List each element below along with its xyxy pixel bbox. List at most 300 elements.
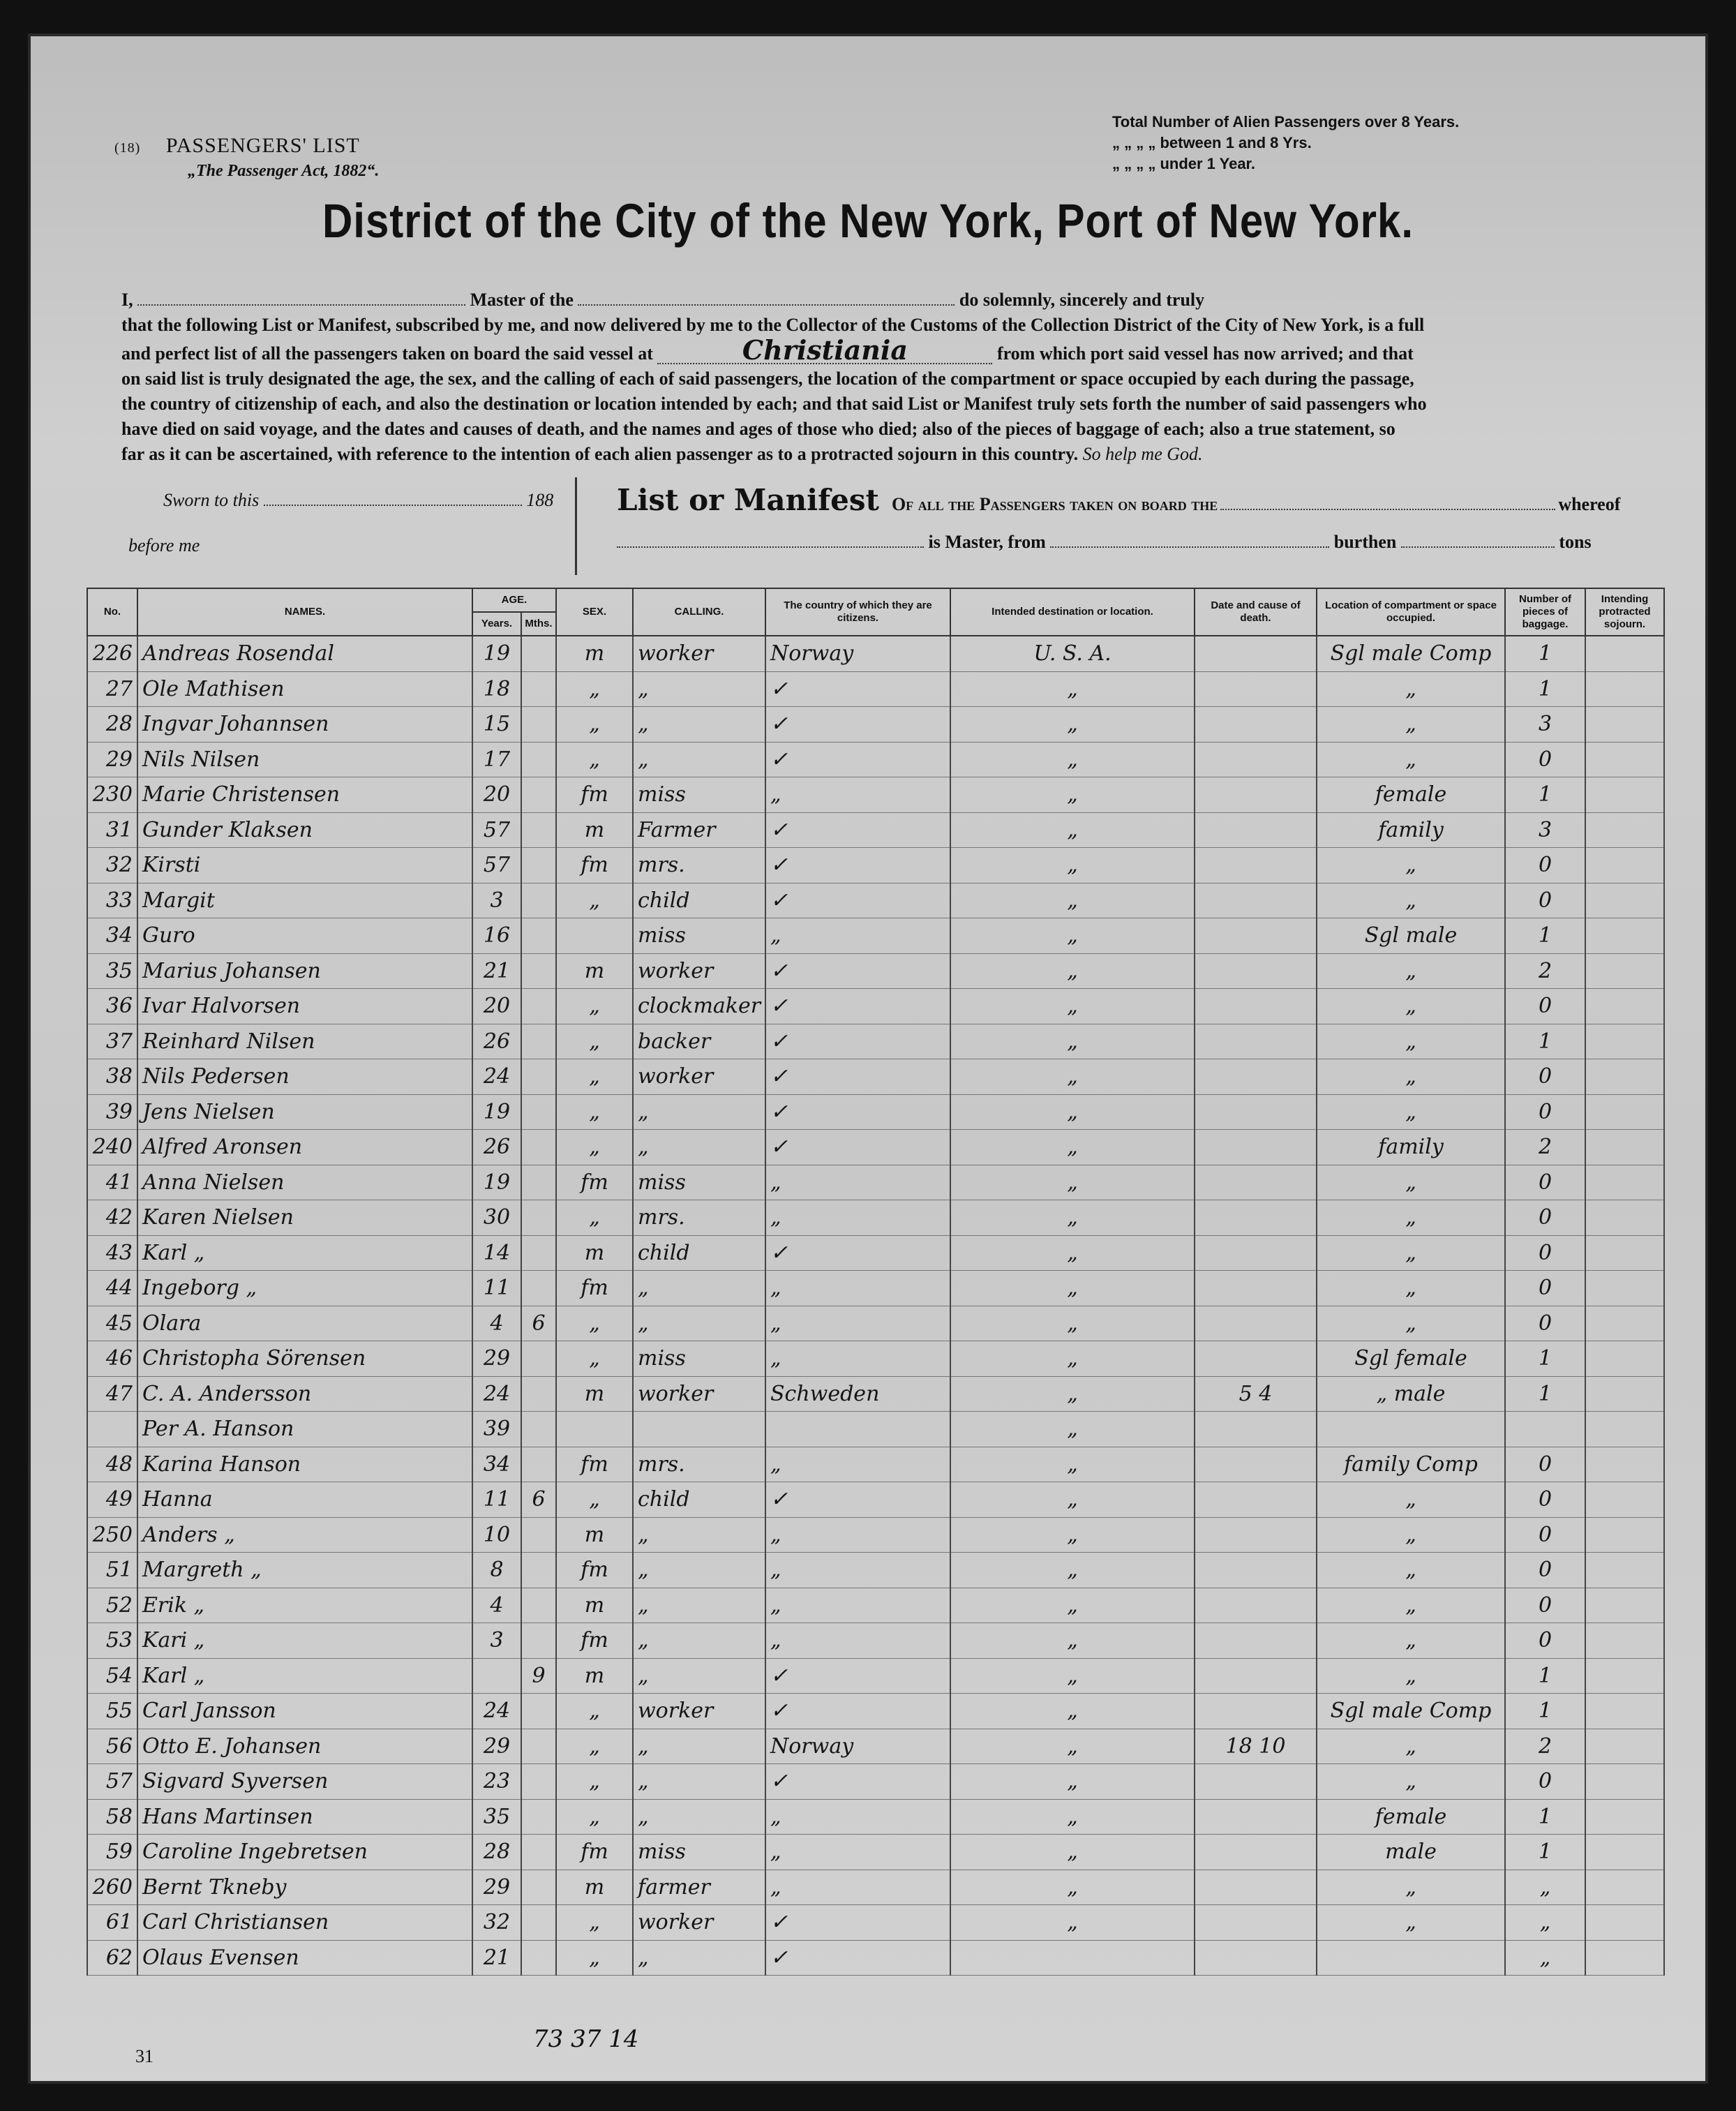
destination: „ <box>950 1588 1195 1623</box>
age-years: 20 <box>472 777 521 813</box>
destination: „ <box>950 1447 1195 1482</box>
compartment: „ <box>1317 1306 1505 1341</box>
country: „ <box>765 1341 950 1377</box>
country: ✓ <box>765 883 950 918</box>
table-row <box>87 1059 1664 1095</box>
table-row <box>87 636 1664 671</box>
row-number: 250 <box>87 1517 137 1553</box>
sojourn <box>1585 1059 1664 1095</box>
baggage-count: 0 <box>1505 1094 1585 1130</box>
age-months <box>521 1694 556 1729</box>
table-row <box>87 1799 1664 1835</box>
destination: „ <box>950 1165 1195 1200</box>
compartment <box>1317 1940 1505 1976</box>
destination: „ <box>950 812 1195 848</box>
age-years: 16 <box>472 918 521 954</box>
age-years: 3 <box>472 1623 521 1659</box>
death-info <box>1195 1517 1317 1553</box>
compartment: „ <box>1317 1200 1505 1236</box>
age-months <box>521 1799 556 1835</box>
margin-number: 31 <box>135 2046 154 2066</box>
manifest-page <box>28 33 1708 2084</box>
age-years: 24 <box>472 1059 521 1095</box>
decl-line-7a: far as it can be ascertained, with reference to the intention of each alien passenger as to a protracted sojourn in this country. <box>121 444 1079 464</box>
col-country: The country of which they are citizens. <box>765 588 950 636</box>
baggage-count: 1 <box>1505 777 1585 813</box>
baggage-count: 1 <box>1505 636 1585 671</box>
passenger-name: Margreth „ <box>137 1553 472 1588</box>
calling: child <box>633 883 765 918</box>
age-years: 11 <box>472 1482 521 1518</box>
calling: „ <box>633 1764 765 1800</box>
compartment: „ <box>1317 1905 1505 1941</box>
age-months <box>521 1130 556 1165</box>
age-years: 14 <box>472 1235 521 1271</box>
table-row <box>87 1376 1664 1412</box>
table-row <box>87 953 1664 989</box>
age-tally: 73 37 14 <box>533 2025 639 2053</box>
age-years: 26 <box>472 1024 521 1059</box>
age-years: 18 <box>472 671 521 707</box>
age-months <box>521 1271 556 1306</box>
table-row <box>87 1658 1664 1694</box>
calling: „ <box>633 1799 765 1835</box>
age-years: 15 <box>472 707 521 743</box>
row-number: 33 <box>87 883 137 918</box>
destination: „ <box>950 1376 1195 1412</box>
calling: miss <box>633 777 765 813</box>
age-months <box>521 1553 556 1588</box>
calling: „ <box>633 1940 765 1976</box>
age-years: 26 <box>472 1130 521 1165</box>
death-info <box>1195 1059 1317 1095</box>
sojourn <box>1585 1588 1664 1623</box>
age-months <box>521 953 556 989</box>
death-info <box>1195 1341 1317 1377</box>
calling: „ <box>633 707 765 743</box>
baggage-count: 0 <box>1505 1553 1585 1588</box>
age-months <box>521 636 556 671</box>
sojourn <box>1585 1694 1664 1729</box>
compartment: „ <box>1317 1729 1505 1764</box>
death-info <box>1195 1623 1317 1659</box>
death-info <box>1195 1658 1317 1694</box>
sojourn <box>1585 1271 1664 1306</box>
calling: worker <box>633 1376 765 1412</box>
brace-divider <box>575 477 580 575</box>
col-years: Years. <box>472 612 521 636</box>
sex: „ <box>556 1482 633 1518</box>
country: Schweden <box>765 1376 950 1412</box>
table-row <box>87 742 1664 777</box>
sex: „ <box>556 989 633 1024</box>
totals-under-1: „ „ „ „ under 1 Year. <box>1112 155 1256 172</box>
compartment: „ <box>1317 742 1505 777</box>
age-years: 4 <box>472 1306 521 1341</box>
sex: „ <box>556 707 633 743</box>
passenger-name: Hanna <box>137 1482 472 1518</box>
age-years: 29 <box>472 1870 521 1905</box>
compartment: „ <box>1317 1623 1505 1659</box>
row-number: 57 <box>87 1764 137 1800</box>
destination: „ <box>950 1059 1195 1095</box>
destination: „ <box>950 848 1195 883</box>
calling: mrs. <box>633 1200 765 1236</box>
calling: „ <box>633 1094 765 1130</box>
compartment: female <box>1317 1799 1505 1835</box>
baggage-count: 1 <box>1505 1694 1585 1729</box>
passenger-name: Ivar Halvorsen <box>137 989 472 1024</box>
calling <box>633 1412 765 1447</box>
country: ✓ <box>765 1235 950 1271</box>
calling: worker <box>633 636 765 671</box>
country: „ <box>765 1588 950 1623</box>
sex: „ <box>556 742 633 777</box>
compartment: family Comp <box>1317 1447 1505 1482</box>
passenger-name: Gunder Klaksen <box>137 812 472 848</box>
table-row <box>87 1870 1664 1905</box>
age-months <box>521 1835 556 1870</box>
sex: „ <box>556 1905 633 1941</box>
row-number: 39 <box>87 1094 137 1130</box>
before-me-label: before me <box>128 535 200 555</box>
sojourn <box>1585 636 1664 671</box>
calling: mrs. <box>633 848 765 883</box>
destination: „ <box>950 1094 1195 1130</box>
compartment: „ <box>1317 1165 1505 1200</box>
sojourn <box>1585 1094 1664 1130</box>
sojourn <box>1585 1835 1664 1870</box>
baggage-count: 0 <box>1505 742 1585 777</box>
age-years: 20 <box>472 989 521 1024</box>
age-months <box>521 1764 556 1800</box>
death-info <box>1195 1870 1317 1905</box>
country: ✓ <box>765 1905 950 1941</box>
age-months <box>521 1412 556 1447</box>
compartment: „ <box>1317 1482 1505 1518</box>
row-number: 48 <box>87 1447 137 1482</box>
row-number: 55 <box>87 1694 137 1729</box>
age-years: 35 <box>472 1799 521 1835</box>
age-years: 29 <box>472 1341 521 1377</box>
sex: fm <box>556 777 633 813</box>
age-years: 29 <box>472 1729 521 1764</box>
death-info <box>1195 1835 1317 1870</box>
age-years: 21 <box>472 1940 521 1976</box>
calling: child <box>633 1235 765 1271</box>
calling: „ <box>633 1588 765 1623</box>
row-number: 47 <box>87 1376 137 1412</box>
table-row <box>87 777 1664 813</box>
country: „ <box>765 1835 950 1870</box>
country: ✓ <box>765 1024 950 1059</box>
passenger-name: Olaus Evensen <box>137 1940 472 1976</box>
death-info <box>1195 1799 1317 1835</box>
table-row <box>87 812 1664 848</box>
calling: „ <box>633 1517 765 1553</box>
baggage-count: 0 <box>1505 1200 1585 1236</box>
sex: „ <box>556 1200 633 1236</box>
country: „ <box>765 918 950 954</box>
sojourn <box>1585 1412 1664 1447</box>
age-months <box>521 1870 556 1905</box>
baggage-count: 1 <box>1505 1658 1585 1694</box>
calling: worker <box>633 1905 765 1941</box>
age-years: 23 <box>472 1764 521 1800</box>
sojourn <box>1585 812 1664 848</box>
sojourn <box>1585 1235 1664 1271</box>
country: ✓ <box>765 1764 950 1800</box>
manifest-line-2a: is Master, from <box>928 532 1046 552</box>
row-number: 46 <box>87 1341 137 1377</box>
calling: miss <box>633 1341 765 1377</box>
row-number: 43 <box>87 1235 137 1271</box>
death-info: 5 4 <box>1195 1376 1317 1412</box>
calling: backer <box>633 1024 765 1059</box>
sex: fm <box>556 1623 633 1659</box>
compartment: „ male <box>1317 1376 1505 1412</box>
age-years: 10 <box>472 1517 521 1553</box>
col-mths: Mths. <box>521 612 556 636</box>
baggage-count: 0 <box>1505 848 1585 883</box>
death-info <box>1195 1588 1317 1623</box>
passenger-name: Kari „ <box>137 1623 472 1659</box>
compartment: „ <box>1317 671 1505 707</box>
sworn-year: 188 <box>526 490 554 510</box>
baggage-count: 0 <box>1505 1271 1585 1306</box>
passenger-name: Marie Christensen <box>137 777 472 813</box>
death-info <box>1195 707 1317 743</box>
age-months <box>521 1024 556 1059</box>
passenger-name: Nils Nilsen <box>137 742 472 777</box>
sex: „ <box>556 1694 633 1729</box>
baggage-count: 0 <box>1505 1517 1585 1553</box>
manifest-line-1b: whereof <box>1558 494 1621 514</box>
destination: „ <box>950 1200 1195 1236</box>
row-number: 38 <box>87 1059 137 1095</box>
country: Norway <box>765 1729 950 1764</box>
age-months: 9 <box>521 1658 556 1694</box>
col-death: Date and cause of death. <box>1195 588 1317 636</box>
sworn-to-label: Sworn to this <box>163 490 260 510</box>
sojourn <box>1585 1130 1664 1165</box>
baggage-count: 2 <box>1505 953 1585 989</box>
death-info <box>1195 777 1317 813</box>
age-months <box>521 1940 556 1976</box>
country: ✓ <box>765 1482 950 1518</box>
calling: miss <box>633 1165 765 1200</box>
sex: m <box>556 953 633 989</box>
col-no: No. <box>87 588 137 636</box>
age-months <box>521 1165 556 1200</box>
age-months <box>521 1905 556 1941</box>
sojourn <box>1585 1306 1664 1341</box>
compartment: female <box>1317 777 1505 813</box>
row-number: 53 <box>87 1623 137 1659</box>
sojourn <box>1585 883 1664 918</box>
compartment: „ <box>1317 1517 1505 1553</box>
country: ✓ <box>765 1658 950 1694</box>
manifest-line-2c: tons <box>1559 532 1592 552</box>
country: Norway <box>765 636 950 671</box>
destination: „ <box>950 671 1195 707</box>
death-info <box>1195 1412 1317 1447</box>
table-row <box>87 671 1664 707</box>
destination: „ <box>950 1835 1195 1870</box>
decl-line-6: have died on said voyage, and the dates and causes of death, and the names and ages of those who died; also of the pieces of baggage of each; also a true statement, so <box>121 419 1395 439</box>
country: „ <box>765 1200 950 1236</box>
destination: „ <box>950 1870 1195 1905</box>
country: „ <box>765 1553 950 1588</box>
sex: m <box>556 1870 633 1905</box>
passenger-name: Hans Martinsen <box>137 1799 472 1835</box>
table-row <box>87 1517 1664 1553</box>
age-years: 21 <box>472 953 521 989</box>
sojourn <box>1585 707 1664 743</box>
sojourn <box>1585 989 1664 1024</box>
age-years <box>472 1658 521 1694</box>
baggage-count: 1 <box>1505 1835 1585 1870</box>
age-years: 4 <box>472 1588 521 1623</box>
calling: worker <box>633 1059 765 1095</box>
decl-solemnly: do solemnly, sincerely and truly <box>959 290 1205 310</box>
destination: „ <box>950 742 1195 777</box>
sex: m <box>556 1658 633 1694</box>
row-number: 44 <box>87 1271 137 1306</box>
country: „ <box>765 1306 950 1341</box>
calling: mrs. <box>633 1447 765 1482</box>
age-months: 6 <box>521 1482 556 1518</box>
decl-line-5: the country of citizenship of each, and also the destination or location intended by each; and that said List or Manifest truly sets forth the number of said passengers who <box>121 394 1427 414</box>
country: „ <box>765 1799 950 1835</box>
destination: „ <box>950 1306 1195 1341</box>
sex <box>556 918 633 954</box>
age-years: 19 <box>472 1165 521 1200</box>
table-row <box>87 707 1664 743</box>
row-number: 58 <box>87 1799 137 1835</box>
age-months <box>521 1517 556 1553</box>
totals-block <box>1112 112 1459 174</box>
col-destination: Intended destination or location. <box>950 588 1195 636</box>
passenger-name: Kirsti <box>137 848 472 883</box>
baggage-count: 1 <box>1505 1024 1585 1059</box>
row-number: 230 <box>87 777 137 813</box>
table-row <box>87 1412 1664 1447</box>
age-years: 57 <box>472 848 521 883</box>
sex: m <box>556 636 633 671</box>
row-number <box>87 1412 137 1447</box>
destination: „ <box>950 1517 1195 1553</box>
totals-1-to-8: „ „ „ „ between 1 and 8 Yrs. <box>1112 134 1312 151</box>
death-info <box>1195 1905 1317 1941</box>
country: ✓ <box>765 812 950 848</box>
table-row <box>87 989 1664 1024</box>
manifest-line-2b: burthen <box>1333 532 1397 552</box>
passenger-name: Sigvard Syversen <box>137 1764 472 1800</box>
table-row <box>87 1482 1664 1518</box>
age-years: 24 <box>472 1376 521 1412</box>
act-reference: „The Passenger Act, 1882“. <box>188 162 380 180</box>
calling: „ <box>633 1306 765 1341</box>
table-row <box>87 1623 1664 1659</box>
death-info <box>1195 636 1317 671</box>
sex: „ <box>556 883 633 918</box>
sex: „ <box>556 671 633 707</box>
sex: fm <box>556 1835 633 1870</box>
country: ✓ <box>765 742 950 777</box>
decl-line-4: on said list is truly designated the age, the sex, and the calling of each of said passengers, the location of the compartment or space occupied by each during the passage, <box>121 368 1414 389</box>
table-row <box>87 1165 1664 1200</box>
death-info <box>1195 1553 1317 1588</box>
totals-over-8: Total Number of Alien Passengers over 8 Years. <box>1112 113 1460 130</box>
compartment: „ <box>1317 1764 1505 1800</box>
baggage-count: 3 <box>1505 812 1585 848</box>
table-row <box>87 1940 1664 1976</box>
sojourn <box>1585 1165 1664 1200</box>
country: „ <box>765 1271 950 1306</box>
age-months <box>521 1623 556 1659</box>
age-months <box>521 1447 556 1482</box>
age-months <box>521 1341 556 1377</box>
row-number: 62 <box>87 1940 137 1976</box>
destination: „ <box>950 1412 1195 1447</box>
page-number: (18) <box>114 140 141 156</box>
calling: „ <box>633 1658 765 1694</box>
baggage-count: 2 <box>1505 1130 1585 1165</box>
passenger-name: Erik „ <box>137 1588 472 1623</box>
age-years: 19 <box>472 1094 521 1130</box>
compartment: Sgl male Comp <box>1317 636 1505 671</box>
country: „ <box>765 777 950 813</box>
age-years: 30 <box>472 1200 521 1236</box>
calling: „ <box>633 742 765 777</box>
table-row <box>87 1341 1664 1377</box>
passenger-name: Reinhard Nilsen <box>137 1024 472 1059</box>
age-months <box>521 1235 556 1271</box>
baggage-count: 1 <box>1505 918 1585 954</box>
sex: m <box>556 1588 633 1623</box>
sex: „ <box>556 1306 633 1341</box>
age-months <box>521 777 556 813</box>
country: ✓ <box>765 989 950 1024</box>
row-number: 27 <box>87 671 137 707</box>
baggage-count: 0 <box>1505 1764 1585 1800</box>
table-row <box>87 1200 1664 1236</box>
compartment: „ <box>1317 883 1505 918</box>
sojourn <box>1585 848 1664 883</box>
passenger-rows <box>87 636 1664 1976</box>
calling: „ <box>633 1271 765 1306</box>
passenger-name: Guro <box>137 918 472 954</box>
sex: „ <box>556 1094 633 1130</box>
compartment: family <box>1317 812 1505 848</box>
compartment <box>1317 1412 1505 1447</box>
sojourn <box>1585 1482 1664 1518</box>
destination: „ <box>950 1694 1195 1729</box>
age-years: 34 <box>472 1447 521 1482</box>
row-number: 28 <box>87 707 137 743</box>
table-row <box>87 1835 1664 1870</box>
destination: „ <box>950 707 1195 743</box>
sojourn <box>1585 918 1664 954</box>
table-row <box>87 1024 1664 1059</box>
age-years: 11 <box>472 1271 521 1306</box>
row-number: 240 <box>87 1130 137 1165</box>
destination: U. S. A. <box>950 636 1195 671</box>
sex: fm <box>556 1447 633 1482</box>
death-info <box>1195 1165 1317 1200</box>
row-number: 49 <box>87 1482 137 1518</box>
